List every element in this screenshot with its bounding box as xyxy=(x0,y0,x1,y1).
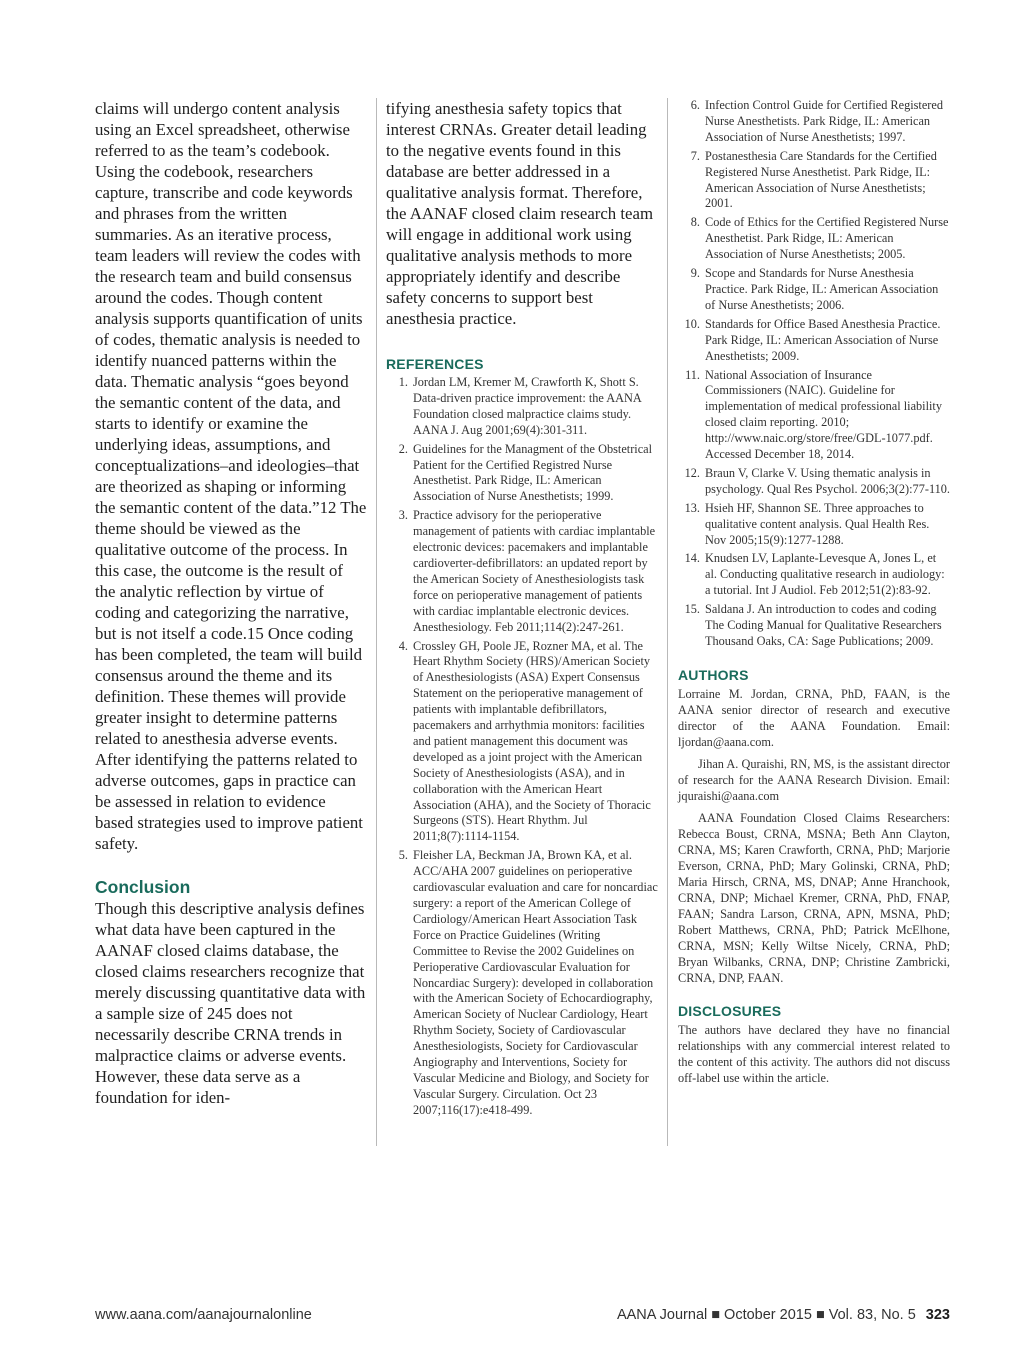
conclusion-paragraph: Though this descriptive analysis defines what data have been captured in the AANAF closed claims database, the closed claims researchers recognize that merely discussing quantitative data with a sample size of 245 does not necessarily describe CRNA trends in malpractice claims or adverse events. However, these data serve as a foundation for iden- xyxy=(95,899,366,1107)
reference-item xyxy=(678,149,950,213)
reference-number: 9. xyxy=(690,266,700,281)
reference-number: 1. xyxy=(398,375,408,389)
reference-list xyxy=(386,375,658,1119)
references-heading: REFERENCES xyxy=(386,356,484,372)
reference-item xyxy=(678,466,950,498)
reference-item xyxy=(386,375,658,439)
reference-number: 14. xyxy=(684,551,700,566)
body-paragraph: tifying anesthesia safety topics that interest CRNAs. Greater detail leading to the negative events found in this database are better addressed in a qualitative analysis format. Therefore, the AANAF closed claim research team will engage in additional work using qualitative analysis methods to more appropriately identify and describe safety concerns to support best anesthesia practice. xyxy=(386,99,654,328)
reference-item xyxy=(386,639,658,846)
reference-item xyxy=(386,848,658,1118)
column-divider xyxy=(376,98,377,1146)
reference-list xyxy=(678,98,950,650)
reference-number: 11. xyxy=(685,367,700,382)
reference-text: Guidelines for the Managment of the Obstetrical Patient for the Certified Registred Nurse Anesthetist. Park Ridge, IL: American Association of Nurse Anesthetists; 1999. xyxy=(413,441,653,504)
reference-item xyxy=(678,551,950,599)
column-2 xyxy=(386,98,658,1122)
reference-text: Infection Control Guide for Certified Registered Nurse Anesthetists. Park Ridge, IL: American Association of Nurse Anesthetists; 1997. xyxy=(705,98,944,144)
body-paragraph: claims will undergo content analysis using an Excel spreadsheet, otherwise referred to as the team’s codebook. Using the codebook, researchers capture, transcribe and code keywords and phrases from the written summaries. As an iterative process, team leaders will review the codes with the research team and build consensus around the codes. Though content analysis supports quantification of units of codes, thematic analysis is needed to identify nuanced patterns within the data. Thematic analysis “goes beyond the semantic content of the data, and starts to identify or examine the underlying ideas, assumptions, and conceptualizations–and ideologies–that are theorized as shaping or informing the semantic content of the data.”12 The theme should be viewed as the qualitative outcome of the process. In this case, the outcome is the result of the analytic reflection by virtue of coding and categorizing the narrative, but is not itself a code.15 Once coding has been completed, the team will build consensus around the theme and its definition. These themes will provide greater insight to determine patterns related to anesthesia adverse events. After identifying the patterns related to adverse outcomes, gaps in practice can be assessed in relation to evidence based strategies used to improve patient safety. xyxy=(95,99,367,853)
conclusion-heading: Conclusion xyxy=(95,877,191,897)
reference-text: Scope and Standards for Nurse Anesthesia Practice. Park Ridge, IL: American Association of Nurse Anesthetists; 2006. xyxy=(705,266,939,312)
reference-number: 8. xyxy=(690,215,700,230)
reference-item xyxy=(386,508,658,635)
reference-item xyxy=(678,368,950,463)
reference-text: Fleisher LA, Beckman JA, Brown KA, et al. ACC/AHA 2007 guidelines on perioperative cardiovascular evaluation and care for noncardiac surgery: a report of the American College of Cardiology/American Heart Association Task Force on Practice Guidelines (Writing Committee to Revise the 2002 Guidelines on Perioperative Cardiovascular Evaluation for Noncardiac Surgery): developed in collaboration with the American Society of Echocardiography, American Society of Nuclear Cardiology, Heart Rhythm Society, Society of Cardiovascular Anesthesiologists, Society for Cardiovascular Angiography and Interventions, Society for Vascular Medicine and Biology, and Society for Vascular Surgery. Circulation. Oct 23 2007;116(17):e418-499. xyxy=(413,848,658,1117)
authors-heading: AUTHORS xyxy=(678,666,749,683)
reference-number: 10. xyxy=(684,316,700,331)
reference-item xyxy=(678,501,950,549)
reference-number: 4. xyxy=(398,638,408,653)
reference-number: 13. xyxy=(684,500,700,515)
reference-text: National Association of Insurance Commissioners (NAIC). Guideline for implementation of medical professional liability closed claim reporting. 2010; http://www.naic.org/store/free/GDL-1077.pdf. Accessed December 18, 2014. xyxy=(705,367,942,462)
footer-journal: AANA Journal ■ October 2015 ■ Vol. 83, No. 5 xyxy=(616,1307,916,1323)
reference-text: Crossley GH, Poole JE, Rozner MA, et al. The Heart Rhythm Society (HRS)/American Society of Anesthesiologists (ASA) Expert Consensus Statement on the perioperative management of patients with implantable defibrillators, pacemakers and arrhythmia monitors: facilities and patient management this document was developed as a joint project with the American Society of Anesthesiologists (ASA), and in collaboration with the American Heart Association (AHA), and the Society of Thoracic Surgeons (STS). Heart Rhythm. Jul 2011;8(7):1114-1154. xyxy=(413,638,651,844)
reference-item xyxy=(678,215,950,263)
reference-number: 12. xyxy=(684,465,700,480)
footer-url: www.aana.com/aanajournalonline xyxy=(95,1307,312,1323)
researchers-list: AANA Foundation Closed Claims Researchers: Rebecca Boust, CRNA, MSNA; Beth Ann Clayton, CRNA, MS; Karen Crawforth, CRNA, PhD; Marjorie Everson, CRNA, PhD; Mary Golinski, CRNA, PhD; Maria Hirsch, CRNA, MS, DNAP; Anne Hranchook, CRNA, DNP; Michael Kremer, CRNA, PhD, FNAP, FAAN; Sandra Larson, CRNA, APN, MSNA, PhD; Robert Matthews, CRNA, PhD; Patrick McElhone, CRNA, MSN; Kelly Wiltse Nicely, CRNA, PhD; Bryan Wilbanks, CRNA, DNP; Christine Zambricki, CRNA, DNP, FAAN. xyxy=(678,810,950,985)
reference-item xyxy=(386,442,658,506)
reference-number: 15. xyxy=(684,602,700,617)
disclosures-text: The authors have declared they have no financial relationships with any commercial interest related to the content of this activity. The authors did not discuss off-label use within the article. xyxy=(678,1022,950,1085)
reference-text: Saldana J. An introduction to codes and coding The Coding Manual for Qualitative Researchers Thousand Oaks, CA: Sage Publications; 2009. xyxy=(705,602,942,648)
reference-number: 3. xyxy=(398,508,408,523)
column-divider xyxy=(667,98,668,1146)
reference-number: 2. xyxy=(398,441,408,456)
reference-item xyxy=(678,317,950,365)
column-3 xyxy=(678,98,950,1092)
reference-number: 5. xyxy=(398,848,408,863)
reference-text: Practice advisory for the perioperative management of patients with cardiac implantable electronic devices: pacemakers and implantable cardioverter-defibrillators: an updated report by the American Society of Anesthesiologists task force on perioperative management of patients with cardiac implantable electronic devices. Anesthesiology. Feb 2011;114(2):247-261. xyxy=(413,508,656,634)
reference-text: Jordan LM, Kremer M, Crawforth K, Shott S. Data-driven practice improvement: the AANA Foundation closed malpractice claims study. AANA J. Aug 2001;69(4):301-311. xyxy=(413,375,642,437)
page-number: 323 xyxy=(925,1307,950,1323)
reference-text: Braun V, Clarke V. Using thematic analysis in psychology. Qual Res Psychol. 2006;3(2):77-110. xyxy=(705,465,951,496)
author-bio: Jihan A. Quraishi, RN, MS, is the assistant director of research for the AANA Research Division. Email: jquraishi@aana.com xyxy=(678,756,950,803)
reference-item xyxy=(678,266,950,314)
column-1 xyxy=(95,98,367,1108)
reference-item xyxy=(678,602,950,650)
reference-text: Standards for Office Based Anesthesia Practice. Park Ridge, IL: American Association of Nurse Anesthetists; 2009. xyxy=(705,316,941,363)
disclosures-heading: DISCLOSURES xyxy=(678,1002,782,1019)
reference-number: 7. xyxy=(690,148,700,163)
author-bio: Lorraine M. Jordan, CRNA, PhD, FAAN, is the AANA senior director of research and executive director of the AANA Foundation. Email: ljordan@aana.com. xyxy=(678,686,950,749)
reference-text: Code of Ethics for the Certified Registered Nurse Anesthetist. Park Ridge, IL: American Association of Nurse Anesthetists; 2005. xyxy=(705,215,949,262)
reference-text: Postanesthesia Care Standards for the Certified Registered Nurse Anesthetist. Park Ridge, IL: American Association of Nurse Anesthetists; 2001. xyxy=(705,148,937,211)
reference-number: 6. xyxy=(690,98,700,112)
reference-text: Hsieh HF, Shannon SE. Three approaches to qualitative content analysis. Qual Health Res. Nov 2005;15(9):1277-1288. xyxy=(705,500,930,547)
footer-journal-info xyxy=(617,1307,950,1323)
reference-text: Knudsen LV, Laplante-Levesque A, Jones L, et al. Conducting qualitative research in audiology: a tutorial. Int J Audiol. Feb 2012;51(2):83-92. xyxy=(705,551,945,598)
reference-item xyxy=(678,98,950,146)
